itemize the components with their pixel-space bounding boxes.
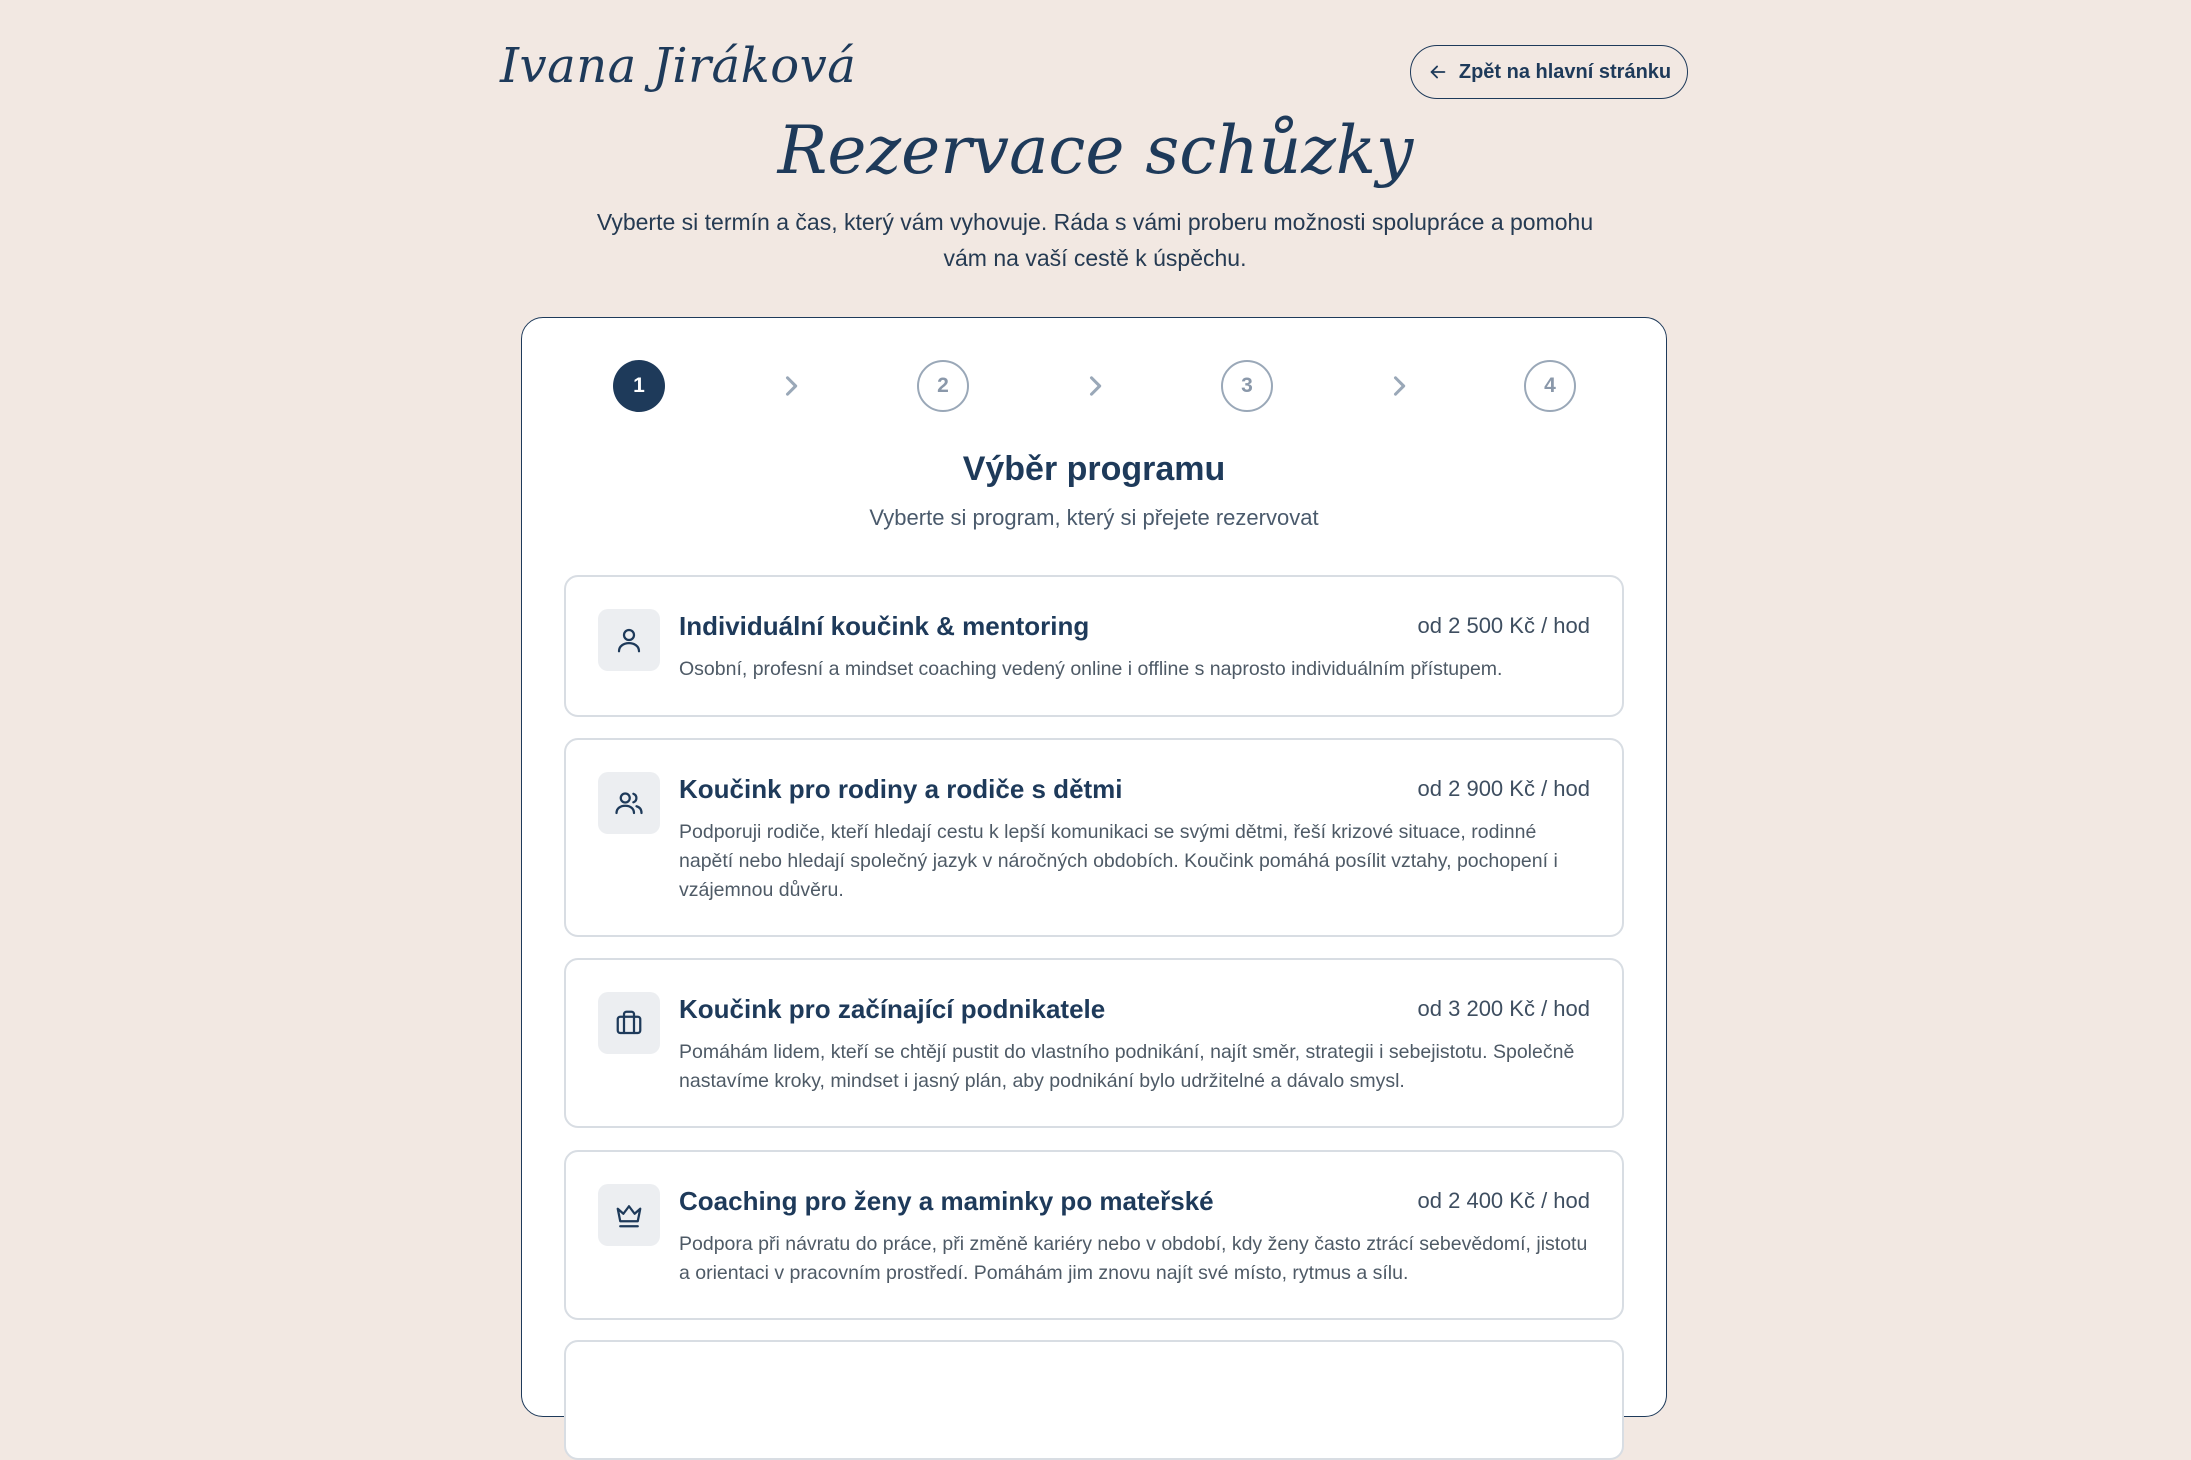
step-1: 1 bbox=[613, 360, 665, 412]
section-subtitle: Vyberte si program, který si přejete rezervovat bbox=[869, 505, 1319, 530]
step-4: 4 bbox=[1524, 360, 1576, 412]
program-option-individual[interactable] bbox=[564, 575, 1624, 717]
program-price: od 3 200 Kč / hod bbox=[1417, 996, 1590, 1021]
site-header bbox=[0, 0, 2191, 120]
back-to-home-button[interactable] bbox=[1410, 45, 1688, 99]
page-title: Rezervace schůzky bbox=[777, 112, 1414, 189]
step-2: 2 bbox=[917, 360, 969, 412]
briefcase-icon bbox=[598, 992, 660, 1054]
program-price: od 2 500 Kč / hod bbox=[1417, 613, 1590, 638]
site-logo[interactable]: Ivana Jiráková bbox=[500, 38, 857, 94]
booking-card bbox=[521, 317, 1667, 1417]
section-title: Výběr programu bbox=[962, 450, 1226, 488]
crown-icon bbox=[598, 1184, 660, 1246]
program-title: Koučink pro rodiny a rodiče s dětmi bbox=[679, 774, 1123, 804]
program-option-families[interactable] bbox=[564, 738, 1624, 937]
program-description: Podpora při návratu do práce, při změně kariéry nebo v období, kdy ženy často ztrácí sebevědomí, jistotu a orientaci v pracovním prostředí. Pomáhám jim znovu najít své místo, rytmus a sílu. bbox=[679, 1233, 1588, 1284]
program-price: od 2 400 Kč / hod bbox=[1417, 1188, 1590, 1213]
arrow-left-icon bbox=[1427, 61, 1449, 83]
program-title: Coaching pro ženy a maminky po mateřské bbox=[679, 1186, 1214, 1216]
back-button-label: Zpět na hlavní stránku bbox=[1458, 60, 1672, 83]
chevron-right-icon bbox=[777, 372, 805, 400]
chevron-right-icon bbox=[1385, 372, 1413, 400]
chevron-right-icon bbox=[1081, 372, 1109, 400]
program-title: Koučink pro začínající podnikatele bbox=[679, 994, 1106, 1024]
users-icon bbox=[598, 772, 660, 834]
program-description: Podporuji rodiče, kteří hledají cestu k lepší komunikaci se svými dětmi, řeší krizové situace, rodinné napětí nebo hledají společný jazyk v náročných obdobích. Koučink pomáhá posílit vztahy, pochopení i vzájemnou důvěru. bbox=[679, 821, 1558, 901]
user-icon bbox=[598, 609, 660, 671]
program-price: od 2 900 Kč / hod bbox=[1417, 776, 1590, 801]
program-description: Osobní, profesní a mindset coaching vedený online i offline s naprosto individuálním přístupem. bbox=[679, 658, 1503, 680]
program-description: Pomáhám lidem, kteří se chtějí pustit do vlastního podnikání, najít směr, strategii i sebejistotu. Společně nastavíme kroky, mindset i jasný plán, aby podnikání bylo udržitelné a dávalo smysl. bbox=[679, 1041, 1575, 1092]
booking-stepper bbox=[522, 360, 1666, 416]
program-option-women[interactable] bbox=[564, 1150, 1624, 1320]
program-option-entrepreneurs[interactable] bbox=[564, 958, 1624, 1128]
program-option-next[interactable] bbox=[564, 1340, 1624, 1460]
step-3: 3 bbox=[1221, 360, 1273, 412]
page-intro: Vyberte si termín a čas, který vám vyhovuje. Ráda s vámi proberu možnosti spolupráce a pomohu vám na vaší cestě k úspěchu. bbox=[596, 209, 1594, 271]
program-title: Individuální koučink & mentoring bbox=[679, 611, 1090, 641]
